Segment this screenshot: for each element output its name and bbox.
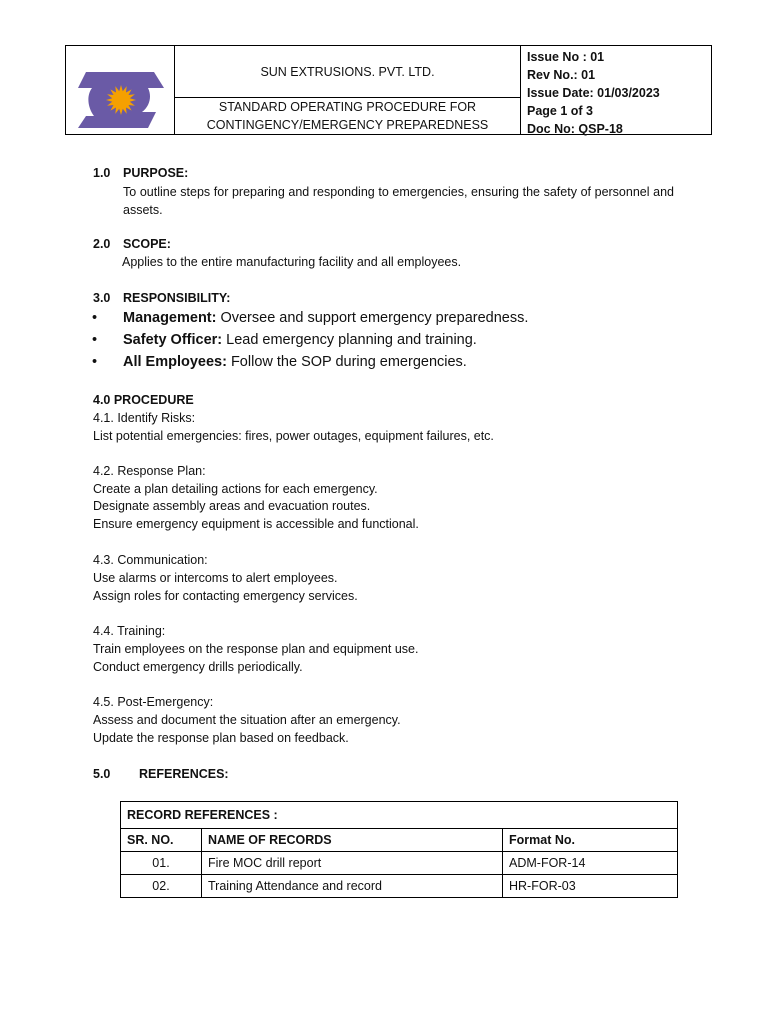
responsibility-item bbox=[92, 332, 477, 348]
issue-no: Issue No : 01 bbox=[527, 50, 605, 64]
responsibility-title: RESPONSIBILITY: bbox=[123, 291, 231, 305]
procedure-4-5-line: Update the response plan based on feedback. bbox=[93, 731, 349, 745]
cell-sr: 01. bbox=[121, 852, 202, 875]
table-title: RECORD REFERENCES : bbox=[121, 802, 678, 829]
references-num: 5.0 bbox=[93, 767, 111, 781]
purpose-heading bbox=[93, 166, 189, 180]
procedure-4-4-title: 4.4. Training: bbox=[93, 624, 166, 638]
responsibility-num: 3.0 bbox=[93, 291, 111, 305]
document-header bbox=[65, 45, 712, 135]
issue-date: Issue Date: 01/03/2023 bbox=[527, 86, 660, 100]
procedure-heading: 4.0 PROCEDURE bbox=[93, 393, 194, 407]
procedure-4-2-line: Create a plan detailing actions for each emergency. bbox=[93, 482, 378, 496]
procedure-4-3-line: Assign roles for contacting emergency services. bbox=[93, 589, 358, 603]
page-number: Page 1 of 3 bbox=[527, 104, 593, 118]
responsibility-desc: Lead emergency planning and training. bbox=[226, 332, 477, 348]
document-meta bbox=[521, 46, 711, 134]
scope-heading bbox=[93, 237, 171, 251]
rev-no: Rev No.: 01 bbox=[527, 68, 596, 82]
records-table bbox=[120, 801, 678, 898]
purpose-text: To outline steps for preparing and responding to emergencies, ensuring the safety of personnel and assets. bbox=[123, 185, 674, 217]
procedure-4-3-line: Use alarms or intercoms to alert employees. bbox=[93, 571, 338, 585]
responsibility-desc: Follow the SOP during emergencies. bbox=[230, 354, 467, 370]
bullet: • bbox=[92, 354, 98, 370]
company-name: SUN EXTRUSIONS. PVT. LTD. bbox=[175, 46, 520, 98]
sop-title bbox=[175, 98, 520, 134]
doc-no: Doc No: QSP-18 bbox=[527, 122, 623, 136]
scope-num: 2.0 bbox=[93, 237, 111, 251]
procedure-4-1-title: 4.1. Identify Risks: bbox=[93, 411, 196, 425]
sop-title-line2: CONTINGENCY/EMERGENCY PREPAREDNESS bbox=[206, 118, 489, 132]
references-title: REFERENCES: bbox=[139, 767, 229, 781]
title-cell bbox=[175, 46, 521, 134]
logo-sun-rays bbox=[106, 85, 136, 115]
procedure-4-2-line: Designate assembly areas and evacuation routes. bbox=[93, 499, 371, 513]
procedure-4-1-line: List potential emergencies: fires, power outages, equipment failures, etc. bbox=[93, 429, 494, 443]
procedure-4-2-title: 4.2. Response Plan: bbox=[93, 464, 206, 478]
responsibility-role: Safety Officer: bbox=[123, 332, 223, 348]
purpose-title: PURPOSE: bbox=[123, 166, 189, 180]
cell-format: ADM-FOR-14 bbox=[503, 852, 678, 875]
responsibility-item bbox=[92, 354, 467, 370]
responsibility-heading bbox=[93, 291, 231, 305]
procedure-4-5-line: Assess and document the situation after an emergency. bbox=[93, 713, 401, 727]
procedure-4-4-line: Conduct emergency drills periodically. bbox=[93, 660, 303, 674]
logo-sun bbox=[106, 85, 136, 115]
column-header-name: NAME OF RECORDS bbox=[202, 829, 503, 852]
sop-title-line1: STANDARD OPERATING PROCEDURE FOR bbox=[218, 100, 477, 114]
scope-title: SCOPE: bbox=[123, 237, 171, 251]
procedure-4-4-line: Train employees on the response plan and equipment use. bbox=[93, 642, 419, 656]
table-row bbox=[121, 852, 678, 875]
responsibility-role: All Employees: bbox=[123, 354, 227, 370]
procedure-4-2-line: Ensure emergency equipment is accessible and functional. bbox=[93, 517, 419, 531]
bullet: • bbox=[92, 310, 98, 326]
cell-format: HR-FOR-03 bbox=[503, 875, 678, 898]
column-header-format: Format No. bbox=[503, 829, 678, 852]
procedure-4-3-title: 4.3. Communication: bbox=[93, 553, 208, 567]
bullet: • bbox=[92, 332, 98, 348]
responsibility-role: Management: bbox=[123, 310, 217, 326]
logo-cell bbox=[66, 46, 175, 134]
procedure-4-5-title: 4.5. Post-Emergency: bbox=[93, 695, 214, 709]
scope-text: Applies to the entire manufacturing facility and all employees. bbox=[122, 255, 462, 269]
table-row bbox=[121, 875, 678, 898]
responsibility-desc: Oversee and support emergency preparedness. bbox=[220, 310, 529, 326]
responsibility-item bbox=[92, 310, 528, 326]
cell-name: Fire MOC drill report bbox=[202, 852, 503, 875]
references-heading bbox=[93, 767, 229, 781]
cell-name: Training Attendance and record bbox=[202, 875, 503, 898]
cell-sr: 02. bbox=[121, 875, 202, 898]
table-title-row bbox=[121, 802, 678, 829]
column-header-sr: SR. NO. bbox=[121, 829, 202, 852]
purpose-num: 1.0 bbox=[93, 166, 111, 180]
company-logo-icon bbox=[78, 66, 164, 128]
table-header-row bbox=[121, 829, 678, 852]
